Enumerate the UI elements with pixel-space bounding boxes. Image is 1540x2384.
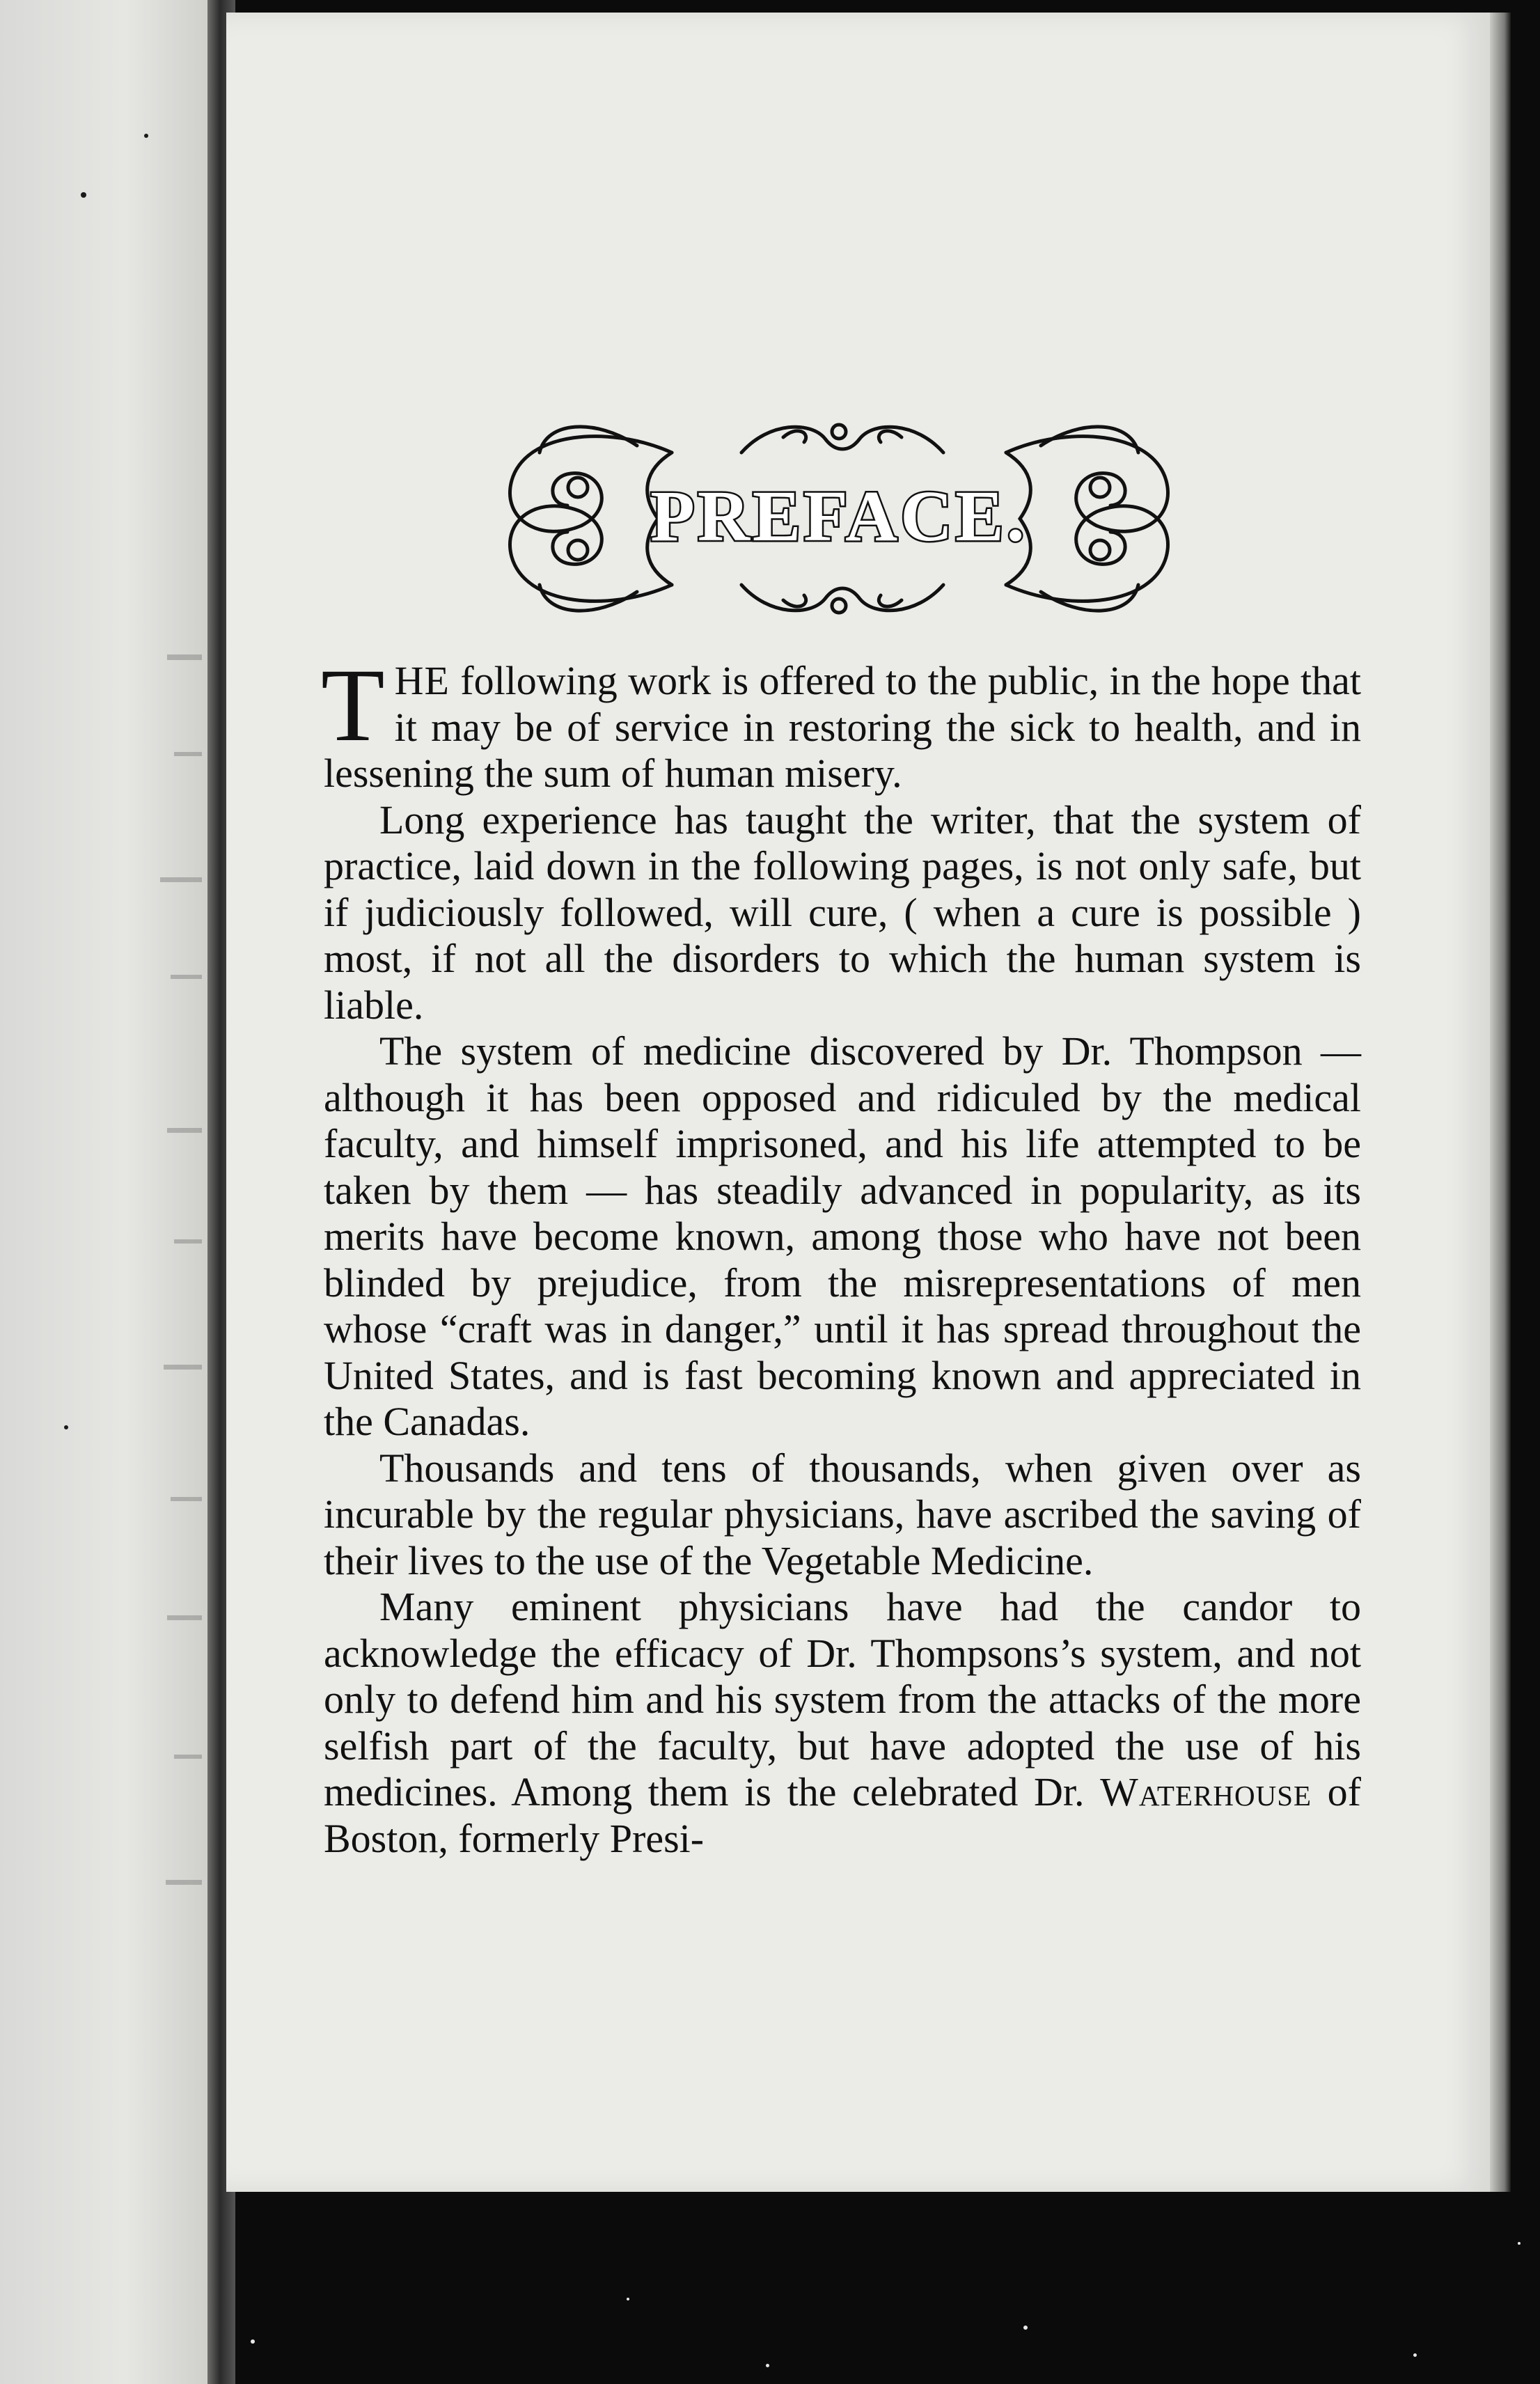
drop-cap: T (321, 648, 385, 763)
preface-heading: PREFACE. (650, 476, 1028, 556)
paragraph-1-lead: HE (394, 658, 450, 703)
paragraph-2: Long experience has taught the writer, that the system of practice, laid down in the following pages, is not only safe, but if judiciously followed, will cure, ( when a cure is possible ) most, if not all the disorders to which the human system is liable. (324, 797, 1361, 1028)
page-right-edge (1490, 13, 1511, 2192)
paragraph-5-text-a: Many eminent physicians have had the candor to acknowledge the efficacy of Dr. Thompsons’s system, and not only to defend him and his system from the attacks of the more selfish part of the faculty, but have adopted the use of his medicines. Among them is the celebrated Dr. (324, 1584, 1361, 1814)
preface-body (321, 648, 1361, 1862)
paragraph-4: Thousands and tens of thousands, when given over as incurable by the regular physicians, have ascribed the saving of their lives to the use of the Vegetable Medicine. (324, 1445, 1361, 1583)
paragraph-1-text: following work is offered to the public, in the hope that it may be of service in restoring the sick to health, and in lessening the sum of human misery. (324, 658, 1361, 796)
paragraph-3: The system of medicine discovered by Dr. Thompson — although it has been opposed and ridiculed by the medical faculty, and himself imprisoned, and his life attempted to be taken by them — has steadily advanced in popularity, as its merits have become known, among those who have not been blinded by prejudice, from the misrepresentations of men whose “craft was in danger,” until it has spread throughout the United States, and is fast becoming known and appreciated in the Canadas. (324, 1028, 1361, 1444)
waterhouse-name: Waterhouse (1100, 1769, 1312, 1814)
paragraph-1 (321, 648, 1361, 797)
preface-ornament (498, 404, 1180, 634)
paragraph-5-text-b: of Boston, formerly Presi- (324, 1769, 1361, 1861)
facing-page-bleed-marks (0, 0, 209, 2384)
paragraph-5 (324, 1584, 1361, 1862)
